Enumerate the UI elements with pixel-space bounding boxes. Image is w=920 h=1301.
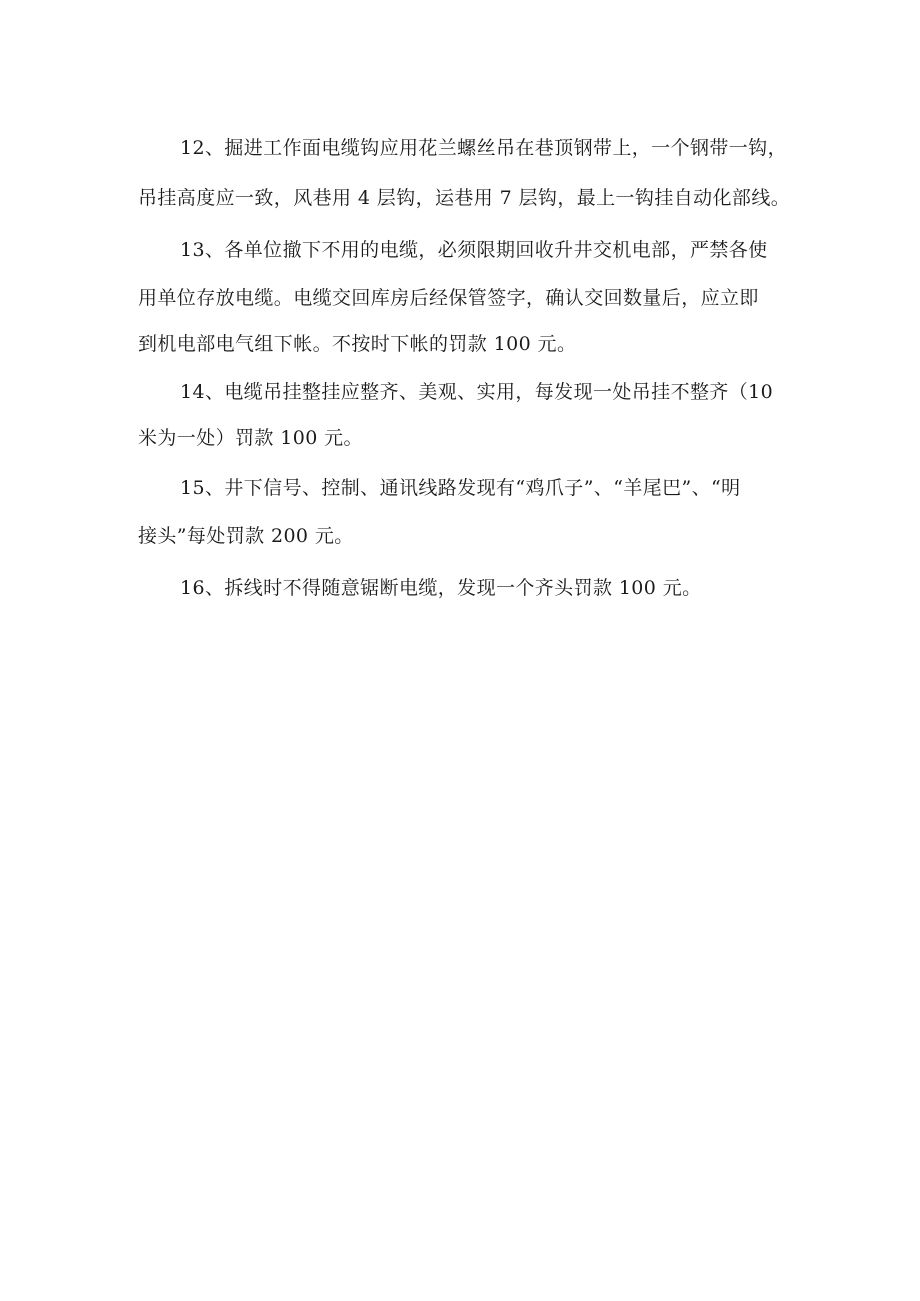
paragraph-13-line-3: 到机电部电气组下帐。不按时下帐的罚款 100 元。 bbox=[138, 333, 577, 355]
paragraph-13-line-2: 用单位存放电缆。电缆交回库房后经保管签字，确认交回数量后，应立即 bbox=[138, 287, 759, 309]
paragraph-13-line-1: 13、各单位撤下不用的电缆，必须限期回收升井交机电部，严禁各使 bbox=[180, 239, 768, 261]
paragraph-14-line-2: 米为一处）罚款 100 元。 bbox=[138, 427, 363, 449]
paragraph-14-line-1: 14、电缆吊挂整挂应整齐、美观、实用，每发现一处吊挂不整齐（10 bbox=[180, 381, 774, 403]
paragraph-12-line-1: 12、掘进工作面电缆钩应用花兰螺丝吊在巷顶钢带上，一个钢带一钩， bbox=[180, 137, 787, 159]
paragraph-15-line-1: 15、井下信号、控制、通讯线路发现有“鸡爪子”、“羊尾巴”、“明 bbox=[180, 477, 741, 499]
paragraph-15-line-2: 接头”每处罚款 200 元。 bbox=[138, 525, 354, 547]
paragraph-12-line-2: 吊挂高度应一致，风巷用 4 层钩，运巷用 7 层钩，最上一钩挂自动化部线。 bbox=[138, 187, 791, 209]
paragraph-16-line-1: 16、拆线时不得随意锯断电缆，发现一个齐头罚款 100 元。 bbox=[180, 577, 702, 599]
